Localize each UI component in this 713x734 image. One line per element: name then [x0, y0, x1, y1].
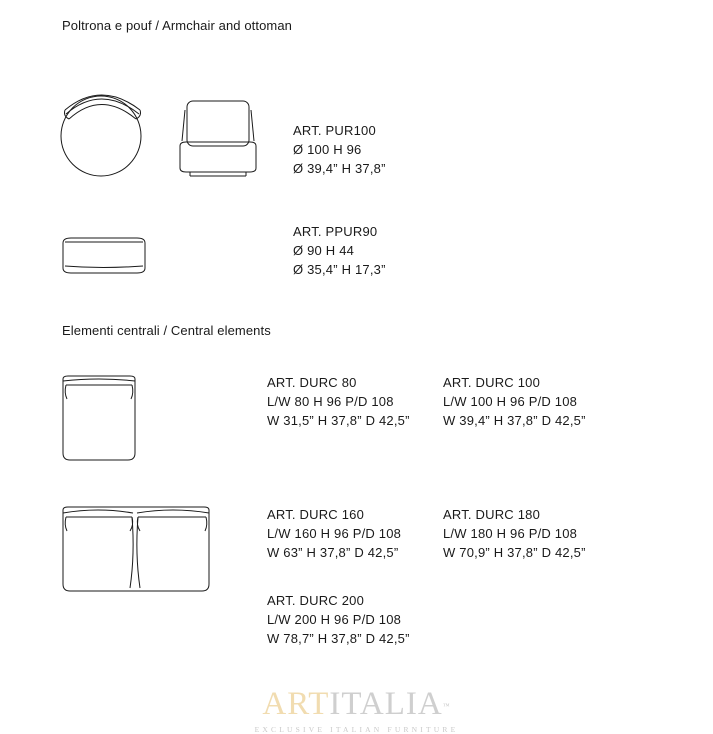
- spec-durc200: [267, 591, 410, 648]
- spec-ppur90: [293, 222, 386, 279]
- logo-art: ART: [262, 686, 330, 722]
- spec-art-code: ART. DURC 160: [267, 507, 365, 522]
- section-title-armchair: Poltrona e pouf / Armchair and ottoman: [62, 18, 292, 33]
- spec-dim-cm: Ø 90 H 44: [293, 243, 355, 258]
- spec-dim-in: W 39,4” H 37,8” D 42,5”: [443, 413, 586, 428]
- spec-art-code: ART. DURC 100: [443, 375, 541, 390]
- armchair-top-view-drawing: [58, 86, 148, 182]
- spec-durc80: [267, 373, 410, 430]
- spec-dim-in: Ø 39,4” H 37,8”: [293, 161, 386, 176]
- central-element-single-drawing: [58, 373, 144, 465]
- logo-wordmark: [0, 686, 713, 722]
- spec-dim-cm: L/W 160 H 96 P/D 108: [267, 526, 402, 541]
- central-element-double-drawing: [58, 504, 216, 596]
- spec-dim-in: W 78,7” H 37,8” D 42,5”: [267, 631, 410, 646]
- spec-dim-cm: Ø 100 H 96: [293, 142, 362, 157]
- section-title-central: Elementi centrali / Central elements: [62, 323, 271, 338]
- spec-pur100: [293, 121, 386, 178]
- armchair-front-view-drawing: [176, 98, 266, 182]
- spec-dim-in: Ø 35,4” H 17,3”: [293, 262, 386, 277]
- spec-art-code: ART. DURC 180: [443, 507, 541, 522]
- ottoman-drawing: [59, 235, 151, 279]
- logo-tagline: EXCLUSIVE ITALIAN FURNITURE: [254, 725, 459, 734]
- spec-dim-in: W 63” H 37,8” D 42,5”: [267, 545, 399, 560]
- logo-trademark: ™: [442, 702, 451, 710]
- spec-dim-cm: L/W 200 H 96 P/D 108: [267, 612, 402, 627]
- spec-art-code: ART. DURC 200: [267, 593, 365, 608]
- spec-dim-cm: L/W 80 H 96 P/D 108: [267, 394, 394, 409]
- spec-dim-cm: L/W 180 H 96 P/D 108: [443, 526, 578, 541]
- spec-dim-cm: L/W 100 H 96 P/D 108: [443, 394, 578, 409]
- spec-art-code: ART. DURC 80: [267, 375, 357, 390]
- spec-art-code: ART. PUR100: [293, 123, 376, 138]
- spec-durc100: [443, 373, 586, 430]
- spec-durc160: [267, 505, 401, 562]
- logo-italia: ITALIA: [329, 686, 443, 722]
- artitalia-logo: [0, 686, 713, 734]
- spec-dim-in: W 70,9” H 37,8” D 42,5”: [443, 545, 586, 560]
- spec-dim-in: W 31,5” H 37,8” D 42,5”: [267, 413, 410, 428]
- spec-art-code: ART. PPUR90: [293, 224, 378, 239]
- spec-durc180: [443, 505, 586, 562]
